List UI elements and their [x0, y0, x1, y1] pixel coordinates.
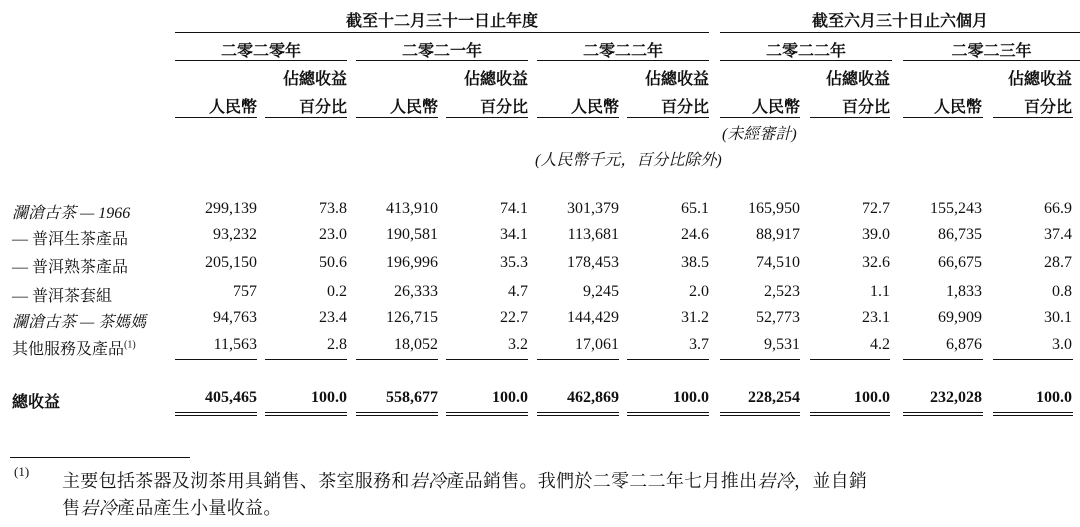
year-rule-2022 — [537, 60, 709, 61]
unaudited-note: (未經審計) — [722, 126, 797, 143]
year-header-2021: 二零二一年 — [401, 43, 482, 60]
table-cell: 30.1 — [1044, 309, 1072, 326]
footnote-ref: (1) — [124, 339, 136, 351]
table-cell: 86,735 — [938, 226, 982, 243]
footnote-text: 產品銷售。我們於二零二二年七月推出 — [446, 471, 758, 491]
table-cell: 37.4 — [1044, 226, 1072, 243]
year-rule-2022-h1 — [720, 60, 892, 61]
table-cell: 73.8 — [319, 200, 347, 217]
rmb-header: 人民幣 — [208, 99, 257, 116]
period-full-year-header: 截至十二月三十一日止年度 — [345, 13, 538, 30]
period-six-months-rule — [720, 32, 1080, 33]
total-cell: 462,869 — [567, 389, 619, 406]
table-cell: 17,061 — [575, 336, 619, 353]
year-header-2022: 二零二二年 — [582, 43, 663, 60]
pct-header-line1: 佔總收益 — [644, 71, 709, 88]
table-cell: 0.2 — [327, 283, 347, 300]
table-cell: 31.2 — [681, 309, 709, 326]
pct-header-line1: 佔總收益 — [1007, 71, 1072, 88]
pct-header-line2: 百分比 — [660, 99, 709, 116]
rmb-header: 人民幣 — [389, 99, 438, 116]
col-rule — [175, 117, 257, 118]
table-cell: 2.8 — [327, 336, 347, 353]
table-cell: 94,763 — [213, 309, 257, 326]
subtotal-rule — [993, 359, 1073, 360]
col-rule — [537, 117, 619, 118]
table-cell: 66,675 — [938, 254, 982, 271]
table-cell: 4.7 — [508, 283, 528, 300]
col-rule — [265, 117, 347, 118]
footnote-line-2 — [62, 494, 282, 520]
row-label: — 普洱熟茶產品 — [12, 259, 129, 276]
table-cell: 23.0 — [319, 226, 347, 243]
total-double-rule — [720, 412, 800, 416]
footnote-text: 售 — [62, 498, 81, 518]
table-cell: 24.6 — [681, 226, 709, 243]
table-cell: 50.6 — [319, 254, 347, 271]
col-rule — [356, 117, 438, 118]
table-cell: 299,139 — [205, 200, 257, 217]
table-cell: 4.2 — [870, 336, 890, 353]
footnote-marker: (1) — [14, 464, 30, 479]
table-cell: 38.5 — [681, 254, 709, 271]
col-rule — [903, 117, 983, 118]
footnote-product-name: 岩冷 — [757, 471, 795, 491]
subtotal-rule — [903, 359, 983, 360]
row-label: 瀾滄古茶 — 1966 — [12, 205, 131, 222]
table-cell: 155,243 — [930, 200, 982, 217]
total-double-rule — [265, 412, 347, 416]
subtotal-rule — [720, 359, 800, 360]
total-cell: 232,028 — [930, 389, 982, 406]
table-cell: 2.0 — [689, 283, 709, 300]
table-cell: 88,917 — [756, 226, 800, 243]
table-cell: 52,773 — [756, 309, 800, 326]
footnote-product-name: 岩冷 — [80, 498, 117, 518]
table-cell: 28.7 — [1044, 254, 1072, 271]
subtotal-rule — [810, 359, 890, 360]
total-cell: 100.0 — [854, 389, 890, 406]
table-cell: 32.6 — [862, 254, 890, 271]
total-cell: 100.0 — [311, 389, 347, 406]
table-cell: 2,523 — [764, 283, 800, 300]
total-double-rule — [356, 412, 438, 416]
year-rule-2020 — [175, 60, 347, 61]
row-label: — 普洱茶套組 — [12, 288, 113, 305]
table-cell: 1,833 — [946, 283, 982, 300]
total-cell: 228,254 — [748, 389, 800, 406]
total-cell: 100.0 — [1036, 389, 1072, 406]
total-label: 總收益 — [12, 394, 61, 411]
total-double-rule — [993, 412, 1073, 416]
table-cell: 39.0 — [862, 226, 890, 243]
footnote-rule — [10, 457, 190, 458]
table-cell: 23.4 — [319, 309, 347, 326]
year-header-2022-h1: 二零二二年 — [765, 43, 846, 60]
subtotal-rule — [627, 359, 709, 360]
table-cell: 11,563 — [213, 336, 257, 353]
footnote-text: 主要包括茶器及沏茶用具銷售、茶室服務和 — [62, 471, 410, 491]
row-label: 瀾滄古茶 — 茶媽媽 — [12, 314, 147, 331]
footnote-text: 產品產生小量收益。 — [116, 498, 282, 518]
table-cell: 18,052 — [394, 336, 438, 353]
table-cell: 35.3 — [500, 254, 528, 271]
year-header-2020: 二零二零年 — [220, 43, 301, 60]
total-double-rule — [537, 412, 619, 416]
total-double-rule — [627, 412, 709, 416]
col-rule — [720, 117, 800, 118]
table-cell: 301,379 — [567, 200, 619, 217]
table-cell: 3.0 — [1052, 336, 1072, 353]
row-label-text: 其他服務及產品 — [12, 341, 125, 358]
table-cell: 74,510 — [756, 254, 800, 271]
table-cell: 93,232 — [213, 226, 257, 243]
footnote-line-1 — [62, 467, 867, 493]
units-note: (人民幣千元，百分比除外) — [535, 152, 722, 169]
col-rule — [627, 117, 709, 118]
table-cell: 74.1 — [500, 200, 528, 217]
subtotal-rule — [175, 359, 257, 360]
total-double-rule — [810, 412, 890, 416]
row-label — [12, 336, 136, 359]
table-cell: 65.1 — [681, 200, 709, 217]
col-rule — [446, 117, 528, 118]
table-cell: 3.2 — [508, 336, 528, 353]
table-cell: 72.7 — [862, 200, 890, 217]
table-cell: 0.8 — [1052, 283, 1072, 300]
year-rule-2021 — [356, 60, 528, 61]
pct-header-line2: 百分比 — [841, 99, 890, 116]
col-rule — [993, 117, 1073, 118]
pct-header-line2: 百分比 — [298, 99, 347, 116]
rmb-header: 人民幣 — [751, 99, 800, 116]
period-full-year-rule — [175, 32, 709, 33]
table-cell: 190,581 — [386, 226, 438, 243]
table-cell: 9,245 — [583, 283, 619, 300]
table-cell: 144,429 — [567, 309, 619, 326]
row-label: — 普洱生茶產品 — [12, 231, 129, 248]
table-cell: 126,715 — [386, 309, 438, 326]
pct-header-line2: 百分比 — [479, 99, 528, 116]
table-cell: 22.7 — [500, 309, 528, 326]
pct-header-line1: 佔總收益 — [825, 71, 890, 88]
total-double-rule — [446, 412, 528, 416]
rmb-header: 人民幣 — [570, 99, 619, 116]
table-cell: 3.7 — [689, 336, 709, 353]
pct-header-line1: 佔總收益 — [463, 71, 528, 88]
table-cell: 23.1 — [862, 309, 890, 326]
table-cell: 413,910 — [386, 200, 438, 217]
subtotal-rule — [446, 359, 528, 360]
total-cell: 405,465 — [205, 389, 257, 406]
subtotal-rule — [356, 359, 438, 360]
year-header-2023-h1: 二零二三年 — [951, 43, 1032, 60]
pct-header-line1: 佔總收益 — [282, 71, 347, 88]
table-cell: 1.1 — [870, 283, 890, 300]
table-cell: 196,996 — [386, 254, 438, 271]
subtotal-rule — [265, 359, 347, 360]
table-cell: 113,681 — [567, 226, 619, 243]
total-double-rule — [903, 412, 983, 416]
footnote-product-name: 岩冷 — [409, 471, 447, 491]
period-six-months-header: 截至六月三十日止六個月 — [811, 13, 988, 30]
total-double-rule — [175, 412, 257, 416]
total-cell: 100.0 — [492, 389, 528, 406]
table-cell: 165,950 — [748, 200, 800, 217]
table-cell: 34.1 — [500, 226, 528, 243]
table-cell: 69,909 — [938, 309, 982, 326]
table-cell: 26,333 — [394, 283, 438, 300]
table-cell: 9,531 — [764, 336, 800, 353]
table-cell: 178,453 — [567, 254, 619, 271]
subtotal-rule — [537, 359, 619, 360]
col-rule — [810, 117, 890, 118]
table-cell: 6,876 — [946, 336, 982, 353]
table-cell: 66.9 — [1044, 200, 1072, 217]
table-cell: 757 — [233, 283, 257, 300]
total-cell: 100.0 — [673, 389, 709, 406]
table-cell: 205,150 — [205, 254, 257, 271]
rmb-header: 人民幣 — [933, 99, 982, 116]
pct-header-line2: 百分比 — [1023, 99, 1072, 116]
footnote-text: ，並自銷 — [794, 471, 868, 491]
total-cell: 558,677 — [386, 389, 438, 406]
year-rule-2023-h1 — [903, 60, 1080, 61]
